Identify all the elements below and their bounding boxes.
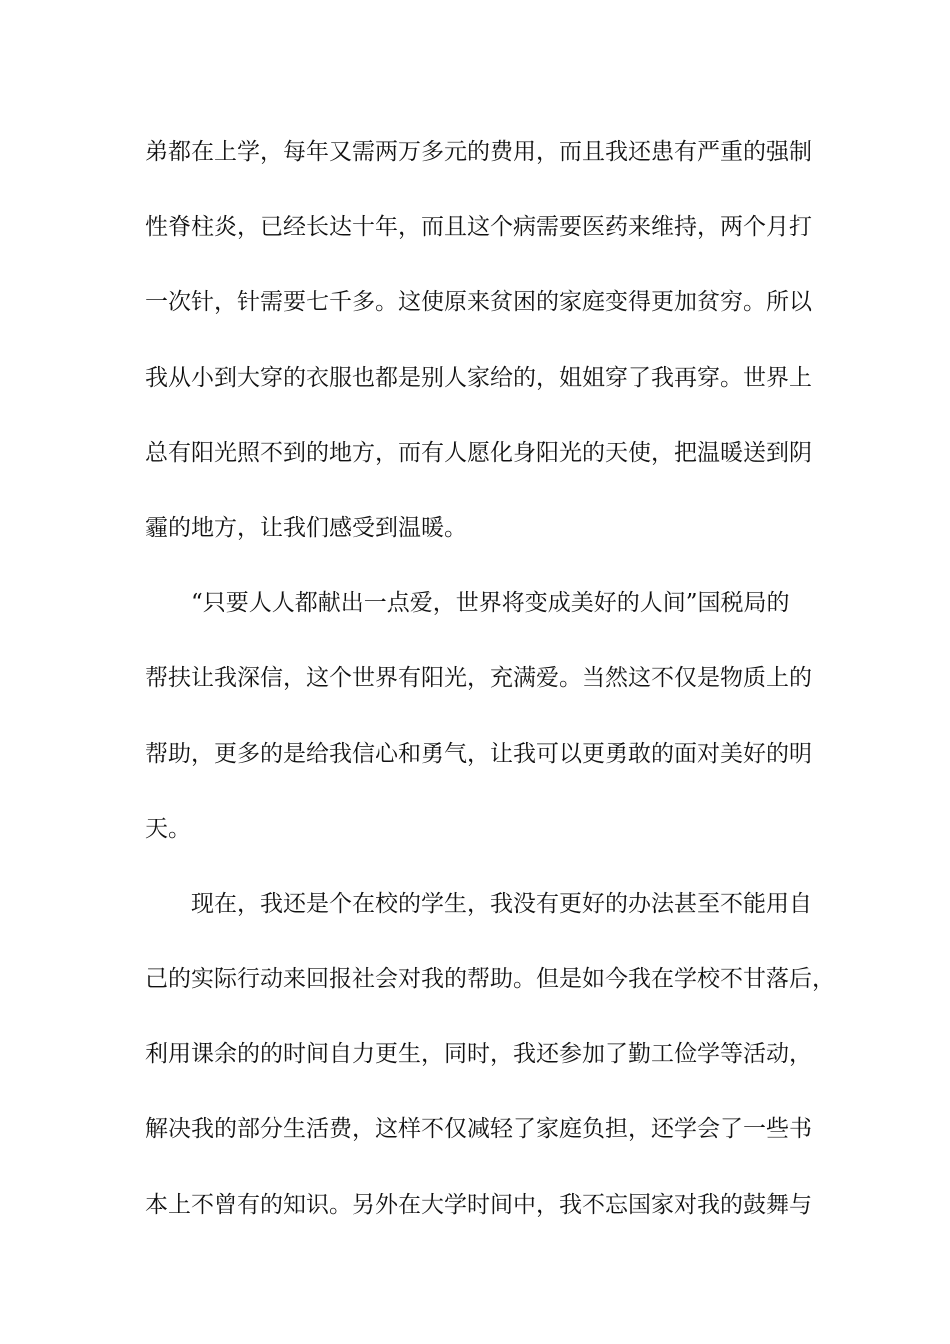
text-line: 霾的地方，让我们感受到温暖。	[145, 514, 467, 541]
text-line: 我从小到大穿的衣服也都是别人家给的，姐姐穿了我再穿。世界上	[145, 364, 812, 391]
text-line: 一次针，针需要七千多。这使原来贫困的家庭变得更加贫穷。所以	[145, 289, 812, 316]
paragraph-start-line: “只要人人都献出一点爱，世界将变成美好的人间”国税局的	[191, 590, 790, 617]
text-line: 总有阳光照不到的地方，而有人愿化身阳光的天使，把温暖送到阴	[145, 439, 812, 466]
text-line: 利用课余的的时间自力更生，同时，我还参加了勤工俭学等活动，	[145, 1041, 812, 1068]
text-line: 性脊柱炎，已经长达十年，而且这个病需要医药来维持，两个月打	[145, 214, 812, 241]
paragraph-start-line: 现在，我还是个在校的学生，我没有更好的办法甚至不能用自	[191, 890, 812, 917]
text-line: 本上不曾有的知识。另外在大学时间中，我不忘国家对我的鼓舞与	[145, 1191, 812, 1218]
text-line: 帮扶让我深信，这个世界有阳光，充满爱。当然这不仅是物质上的	[145, 665, 812, 692]
text-line: 己的实际行动来回报社会对我的帮助。但是如今我在学校不甘落后，	[145, 966, 835, 993]
text-line: 天。	[145, 815, 191, 842]
body-text	[145, 128, 835, 1256]
text-line: 弟都在上学，每年又需两万多元的费用，而且我还患有严重的强制	[145, 139, 812, 165]
text-line: 解决我的部分生活费，这样不仅减轻了家庭负担，还学会了一些书	[145, 1116, 812, 1143]
text-line: 帮助，更多的是给我信心和勇气，让我可以更勇敢的面对美好的明	[145, 740, 812, 767]
